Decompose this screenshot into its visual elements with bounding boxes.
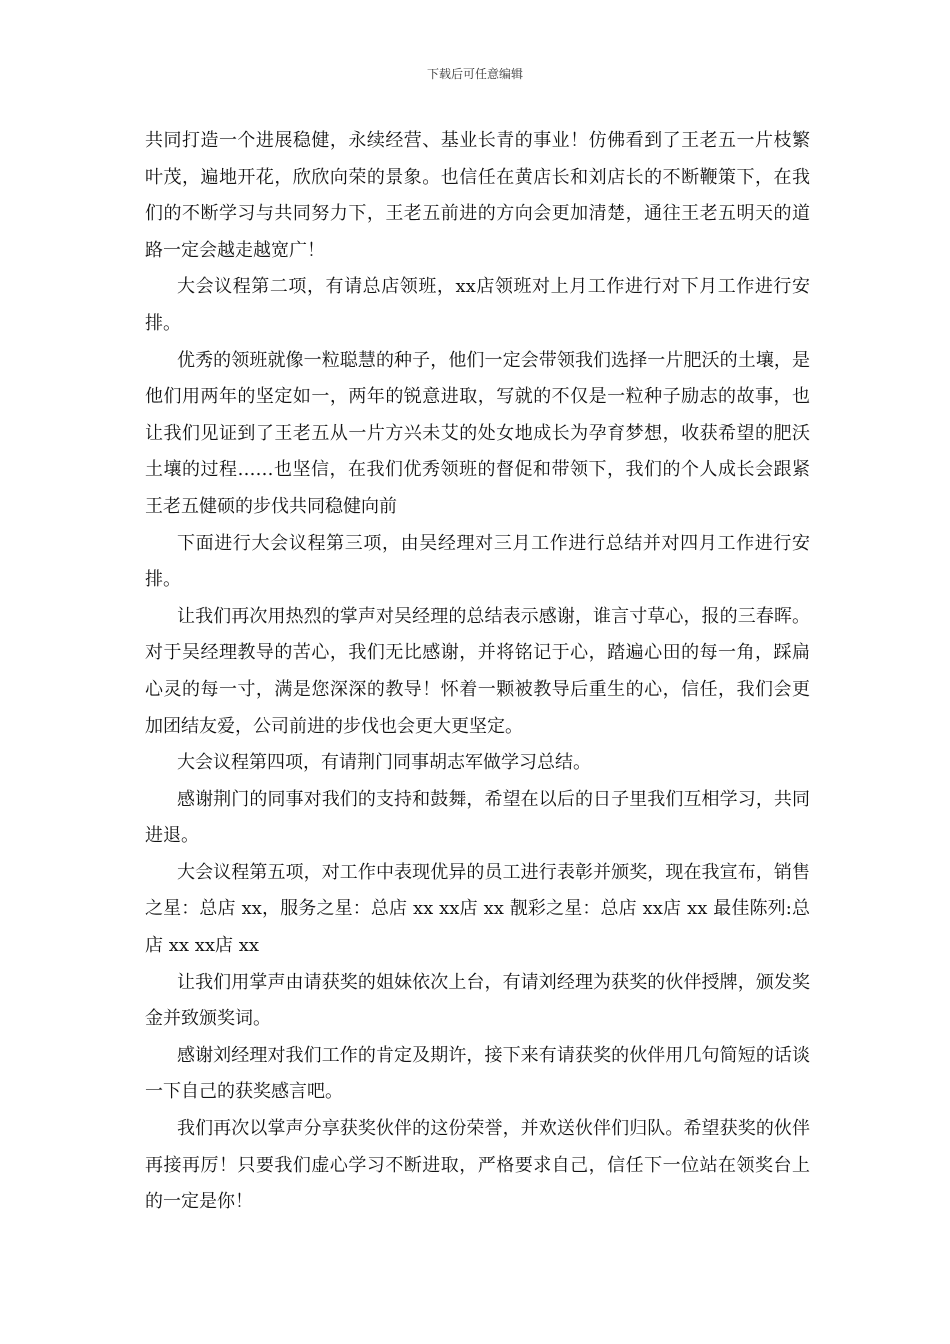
paragraph-9: 让我们用掌声由请获奖的姐妹依次上台，有请刘经理为获奖的伙伴授牌，颁发奖金并致颁奖词。	[145, 971, 810, 1030]
paragraph-3: 优秀的领班就像一粒聪慧的种子，他们一定会带领我们选择一片肥沃的土壤，是他们用两年的坚定如一，两年的锐意进取，写就的不仅是一粒种子励志的故事，也让我们见证到了王老五从一片方兴未艾的处女地成长为孕育梦想，收获希望的肥沃土壤的过程……也坚信，在我们优秀领班的督促和带领下，我们的个人成长会跟紧王老五健硕的步伐共同稳健向前	[145, 349, 810, 517]
paragraph-1: 共同打造一个进展稳健，永续经营、基业长青的事业！仿佛看到了王老五一片枝繁叶茂，遍地开花，欣欣向荣的景象。也信任在黄店长和刘店长的不断鞭策下，在我们的不断学习与共同努力下，王老五前进的方向会更加清楚，通往王老五明天的道路一定会越走越宽广！	[145, 130, 810, 261]
document-body	[145, 123, 810, 1221]
paragraph-5: 让我们再次用热烈的掌声对吴经理的总结表示感谢，谁言寸草心，报的三春晖。对于吴经理教导的苦心，我们无比感谢，并将铭记于心，踏遍心田的每一角，踩扁心灵的每一寸，满是您深深的教导！怀着一颗被教导后重生的心，信任，我们会更加团结友爱，公司前进的步伐也会更大更坚定。	[145, 605, 810, 737]
paragraph-4: 下面进行大会议程第三项，由吴经理对三月工作进行总结并对四月工作进行安排。	[145, 532, 810, 591]
page-header: 下载后可任意编辑	[426, 67, 523, 81]
paragraph-6: 大会议程第四项，有请荆门同事胡志军做学习总结。	[177, 752, 591, 774]
paragraph-7: 感谢荆门的同事对我们的支持和鼓舞，希望在以后的日子里我们互相学习，共同进退。	[145, 788, 810, 847]
paragraph-11: 我们再次以掌声分享获奖伙伴的这份荣誉，并欢送伙伴们归队。希望获奖的伙伴再接再厉！只要我们虚心学习不断进取，严格要求自己，信任下一位站在领奖台上的一定是你！	[145, 1118, 810, 1213]
paragraph-2: 大会议程第二项，有请总店领班，xx店领班对上月工作进行对下月工作进行安排。	[145, 276, 810, 334]
paragraph-10: 感谢刘经理对我们工作的肯定及期许，接下来有请获奖的伙伴用几句简短的话谈一下自己的获奖感言吧。	[145, 1044, 810, 1103]
paragraph-8: 大会议程第五项，对工作中表现优异的员工进行表彰并颁奖，现在我宣布，销售之星：总店 xx，服务之星：总店 xx xx店 xx 靓彩之星：总店 xx店 xx 最佳陈列:总店 xx xx店 xx	[145, 861, 810, 957]
